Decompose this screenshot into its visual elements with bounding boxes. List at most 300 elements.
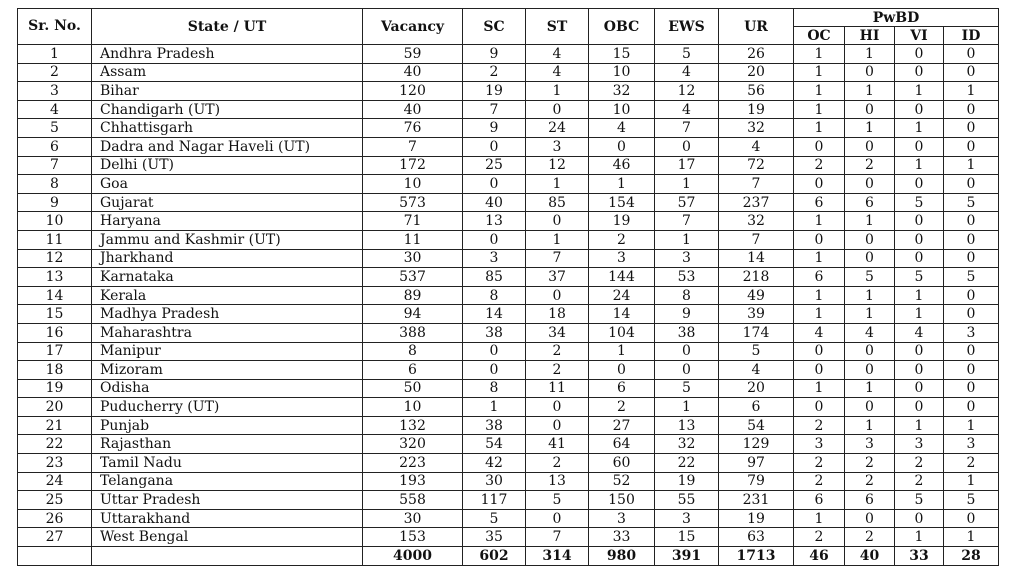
cell-ews: 19 <box>655 472 719 491</box>
cell-st: 13 <box>526 472 589 491</box>
cell-hi: 1 <box>845 305 895 324</box>
cell-id: 3 <box>944 435 999 454</box>
cell-hi: 1 <box>845 212 895 231</box>
cell-hi: 0 <box>845 100 895 119</box>
cell-sc: 2 <box>463 63 526 82</box>
table-row <box>18 175 999 194</box>
cell-st: 5 <box>526 491 589 510</box>
cell-hi: 6 <box>845 193 895 212</box>
cell-st: 1 <box>526 175 589 194</box>
cell-vi: 2 <box>895 472 944 491</box>
cell-state: Jammu and Kashmir (UT) <box>92 230 363 249</box>
cell-sr: 26 <box>18 509 92 528</box>
cell-oc: 1 <box>794 379 845 398</box>
cell-obc: 64 <box>589 435 655 454</box>
cell-id: 5 <box>944 193 999 212</box>
cell-vacancy: 50 <box>363 379 463 398</box>
cell-sr: 27 <box>18 528 92 547</box>
cell-state: Mizoram <box>92 361 363 380</box>
cell-vi: 2 <box>895 454 944 473</box>
header-pwbd: PwBD <box>794 9 999 27</box>
cell-st: 4 <box>526 45 589 64</box>
cell-id: 0 <box>944 249 999 268</box>
cell-sc: 38 <box>463 323 526 342</box>
cell-st: 11 <box>526 379 589 398</box>
cell-vacancy: 120 <box>363 82 463 101</box>
cell-oc: 0 <box>794 175 845 194</box>
cell-sc: 117 <box>463 491 526 510</box>
total-obc: 980 <box>589 547 655 566</box>
cell-state: Telangana <box>92 472 363 491</box>
cell-sr: 18 <box>18 361 92 380</box>
cell-oc: 2 <box>794 416 845 435</box>
cell-ews: 4 <box>655 100 719 119</box>
cell-ur: 39 <box>719 305 794 324</box>
cell-id: 1 <box>944 82 999 101</box>
cell-vi: 0 <box>895 230 944 249</box>
cell-ur: 54 <box>719 416 794 435</box>
cell-obc: 46 <box>589 156 655 175</box>
cell-state: Tamil Nadu <box>92 454 363 473</box>
cell-ews: 0 <box>655 137 719 156</box>
cell-st: 41 <box>526 435 589 454</box>
cell-st: 85 <box>526 193 589 212</box>
cell-ews: 12 <box>655 82 719 101</box>
table-row <box>18 286 999 305</box>
cell-ur: 26 <box>719 45 794 64</box>
total-row <box>18 547 999 566</box>
table-row <box>18 137 999 156</box>
cell-state: Jharkhand <box>92 249 363 268</box>
cell-oc: 0 <box>794 342 845 361</box>
table-row <box>18 491 999 510</box>
cell-oc: 0 <box>794 137 845 156</box>
cell-vacancy: 30 <box>363 509 463 528</box>
cell-ur: 6 <box>719 398 794 417</box>
cell-obc: 32 <box>589 82 655 101</box>
cell-ews: 9 <box>655 305 719 324</box>
cell-obc: 150 <box>589 491 655 510</box>
cell-st: 18 <box>526 305 589 324</box>
cell-sc: 85 <box>463 268 526 287</box>
table-row <box>18 268 999 287</box>
cell-vacancy: 71 <box>363 212 463 231</box>
cell-id: 0 <box>944 63 999 82</box>
cell-obc: 60 <box>589 454 655 473</box>
cell-sc: 9 <box>463 45 526 64</box>
cell-oc: 2 <box>794 472 845 491</box>
cell-sc: 8 <box>463 286 526 305</box>
total-sr-cell <box>18 547 92 566</box>
cell-vi: 5 <box>895 491 944 510</box>
cell-sr: 6 <box>18 137 92 156</box>
table-footer <box>18 547 999 566</box>
cell-oc: 6 <box>794 268 845 287</box>
header-vi: VI <box>895 27 944 45</box>
cell-oc: 1 <box>794 212 845 231</box>
cell-vacancy: 193 <box>363 472 463 491</box>
cell-ur: 218 <box>719 268 794 287</box>
cell-sr: 7 <box>18 156 92 175</box>
cell-id: 0 <box>944 137 999 156</box>
cell-sr: 21 <box>18 416 92 435</box>
cell-ur: 4 <box>719 361 794 380</box>
table-row <box>18 472 999 491</box>
cell-vacancy: 223 <box>363 454 463 473</box>
table-row <box>18 249 999 268</box>
cell-st: 0 <box>526 100 589 119</box>
cell-oc: 0 <box>794 361 845 380</box>
cell-st: 3 <box>526 137 589 156</box>
cell-sr: 13 <box>18 268 92 287</box>
table-row <box>18 63 999 82</box>
cell-state: Madhya Pradesh <box>92 305 363 324</box>
cell-id: 0 <box>944 361 999 380</box>
cell-sr: 9 <box>18 193 92 212</box>
cell-obc: 14 <box>589 305 655 324</box>
cell-oc: 1 <box>794 45 845 64</box>
cell-st: 12 <box>526 156 589 175</box>
cell-obc: 154 <box>589 193 655 212</box>
cell-hi: 6 <box>845 491 895 510</box>
cell-ur: 32 <box>719 212 794 231</box>
table-row <box>18 416 999 435</box>
cell-sr: 22 <box>18 435 92 454</box>
cell-id: 3 <box>944 323 999 342</box>
cell-obc: 3 <box>589 509 655 528</box>
cell-sc: 54 <box>463 435 526 454</box>
cell-state: Maharashtra <box>92 323 363 342</box>
cell-ur: 97 <box>719 454 794 473</box>
cell-vacancy: 94 <box>363 305 463 324</box>
cell-vacancy: 30 <box>363 249 463 268</box>
cell-vi: 0 <box>895 342 944 361</box>
cell-state: Odisha <box>92 379 363 398</box>
cell-ur: 32 <box>719 119 794 138</box>
table-row <box>18 212 999 231</box>
cell-obc: 1 <box>589 175 655 194</box>
total-id: 28 <box>944 547 999 566</box>
cell-st: 0 <box>526 416 589 435</box>
cell-sc: 38 <box>463 416 526 435</box>
total-ur: 1713 <box>719 547 794 566</box>
header-st: ST <box>526 9 589 45</box>
cell-hi: 0 <box>845 137 895 156</box>
cell-vacancy: 7 <box>363 137 463 156</box>
cell-ews: 8 <box>655 286 719 305</box>
cell-vi: 5 <box>895 193 944 212</box>
table-row <box>18 435 999 454</box>
cell-ews: 5 <box>655 45 719 64</box>
cell-ur: 79 <box>719 472 794 491</box>
cell-obc: 10 <box>589 63 655 82</box>
cell-ews: 0 <box>655 342 719 361</box>
header-id: ID <box>944 27 999 45</box>
table-body <box>18 45 999 547</box>
cell-oc: 1 <box>794 119 845 138</box>
total-ews: 391 <box>655 547 719 566</box>
table-row <box>18 119 999 138</box>
cell-id: 1 <box>944 472 999 491</box>
cell-oc: 1 <box>794 509 845 528</box>
header-state: State / UT <box>92 9 363 45</box>
cell-sc: 0 <box>463 175 526 194</box>
total-state-cell <box>92 547 363 566</box>
cell-obc: 104 <box>589 323 655 342</box>
cell-ews: 53 <box>655 268 719 287</box>
cell-ur: 20 <box>719 63 794 82</box>
cell-sr: 8 <box>18 175 92 194</box>
cell-hi: 2 <box>845 528 895 547</box>
cell-oc: 4 <box>794 323 845 342</box>
cell-hi: 1 <box>845 379 895 398</box>
cell-state: Chandigarh (UT) <box>92 100 363 119</box>
cell-ur: 4 <box>719 137 794 156</box>
cell-ur: 237 <box>719 193 794 212</box>
cell-id: 0 <box>944 379 999 398</box>
cell-st: 1 <box>526 82 589 101</box>
cell-vi: 1 <box>895 156 944 175</box>
cell-state: Punjab <box>92 416 363 435</box>
cell-id: 1 <box>944 416 999 435</box>
cell-vacancy: 10 <box>363 175 463 194</box>
cell-hi: 0 <box>845 342 895 361</box>
cell-sc: 0 <box>463 342 526 361</box>
cell-sc: 0 <box>463 137 526 156</box>
cell-vacancy: 573 <box>363 193 463 212</box>
cell-obc: 19 <box>589 212 655 231</box>
cell-vacancy: 558 <box>363 491 463 510</box>
cell-st: 0 <box>526 509 589 528</box>
cell-vi: 1 <box>895 119 944 138</box>
cell-ews: 17 <box>655 156 719 175</box>
cell-sr: 25 <box>18 491 92 510</box>
cell-id: 5 <box>944 491 999 510</box>
cell-st: 4 <box>526 63 589 82</box>
cell-state: Rajasthan <box>92 435 363 454</box>
cell-sr: 11 <box>18 230 92 249</box>
cell-sc: 42 <box>463 454 526 473</box>
header-ur: UR <box>719 9 794 45</box>
header-vacancy: Vacancy <box>363 9 463 45</box>
table-row <box>18 323 999 342</box>
cell-ur: 19 <box>719 100 794 119</box>
cell-hi: 4 <box>845 323 895 342</box>
cell-hi: 0 <box>845 230 895 249</box>
cell-id: 0 <box>944 342 999 361</box>
cell-oc: 1 <box>794 249 845 268</box>
cell-id: 0 <box>944 100 999 119</box>
cell-state: Manipur <box>92 342 363 361</box>
cell-sc: 19 <box>463 82 526 101</box>
cell-st: 2 <box>526 361 589 380</box>
cell-hi: 1 <box>845 119 895 138</box>
cell-st: 0 <box>526 398 589 417</box>
cell-obc: 3 <box>589 249 655 268</box>
table-row <box>18 361 999 380</box>
table-row <box>18 230 999 249</box>
cell-state: Bihar <box>92 82 363 101</box>
cell-vacancy: 388 <box>363 323 463 342</box>
table-row <box>18 454 999 473</box>
cell-vi: 0 <box>895 137 944 156</box>
table-row <box>18 82 999 101</box>
cell-state: West Bengal <box>92 528 363 547</box>
total-vacancy: 4000 <box>363 547 463 566</box>
cell-ews: 1 <box>655 230 719 249</box>
cell-id: 0 <box>944 509 999 528</box>
cell-obc: 6 <box>589 379 655 398</box>
cell-hi: 2 <box>845 472 895 491</box>
cell-state: Uttarakhand <box>92 509 363 528</box>
table-row <box>18 528 999 547</box>
cell-state: Kerala <box>92 286 363 305</box>
cell-ews: 3 <box>655 249 719 268</box>
cell-vi: 1 <box>895 305 944 324</box>
cell-state: Delhi (UT) <box>92 156 363 175</box>
cell-obc: 10 <box>589 100 655 119</box>
cell-ews: 1 <box>655 175 719 194</box>
cell-hi: 2 <box>845 454 895 473</box>
vacancy-table-container <box>17 8 998 566</box>
table-row <box>18 156 999 175</box>
cell-sr: 16 <box>18 323 92 342</box>
cell-oc: 0 <box>794 398 845 417</box>
cell-vacancy: 8 <box>363 342 463 361</box>
cell-ews: 38 <box>655 323 719 342</box>
cell-id: 0 <box>944 286 999 305</box>
cell-st: 0 <box>526 286 589 305</box>
cell-ur: 129 <box>719 435 794 454</box>
cell-oc: 1 <box>794 82 845 101</box>
cell-hi: 1 <box>845 416 895 435</box>
cell-ews: 15 <box>655 528 719 547</box>
header-sc: SC <box>463 9 526 45</box>
cell-id: 0 <box>944 175 999 194</box>
cell-vi: 0 <box>895 361 944 380</box>
cell-obc: 0 <box>589 137 655 156</box>
cell-state: Haryana <box>92 212 363 231</box>
cell-st: 7 <box>526 528 589 547</box>
cell-sr: 14 <box>18 286 92 305</box>
cell-sc: 1 <box>463 398 526 417</box>
table-row <box>18 100 999 119</box>
header-obc: OBC <box>589 9 655 45</box>
cell-sc: 0 <box>463 230 526 249</box>
cell-vacancy: 320 <box>363 435 463 454</box>
cell-id: 0 <box>944 305 999 324</box>
cell-sc: 14 <box>463 305 526 324</box>
header-oc: OC <box>794 27 845 45</box>
cell-hi: 2 <box>845 156 895 175</box>
cell-state: Goa <box>92 175 363 194</box>
cell-obc: 15 <box>589 45 655 64</box>
cell-state: Karnataka <box>92 268 363 287</box>
cell-hi: 0 <box>845 175 895 194</box>
cell-sc: 3 <box>463 249 526 268</box>
cell-vacancy: 59 <box>363 45 463 64</box>
cell-state: Andhra Pradesh <box>92 45 363 64</box>
cell-sr: 3 <box>18 82 92 101</box>
cell-vacancy: 40 <box>363 63 463 82</box>
cell-sr: 15 <box>18 305 92 324</box>
cell-sc: 9 <box>463 119 526 138</box>
cell-ur: 7 <box>719 230 794 249</box>
cell-sc: 13 <box>463 212 526 231</box>
cell-ur: 20 <box>719 379 794 398</box>
cell-st: 34 <box>526 323 589 342</box>
cell-st: 37 <box>526 268 589 287</box>
cell-sr: 10 <box>18 212 92 231</box>
cell-sr: 5 <box>18 119 92 138</box>
cell-oc: 1 <box>794 63 845 82</box>
cell-state: Gujarat <box>92 193 363 212</box>
cell-oc: 2 <box>794 156 845 175</box>
cell-obc: 1 <box>589 342 655 361</box>
cell-vacancy: 76 <box>363 119 463 138</box>
cell-vi: 0 <box>895 398 944 417</box>
cell-ews: 22 <box>655 454 719 473</box>
cell-ews: 7 <box>655 119 719 138</box>
cell-sc: 7 <box>463 100 526 119</box>
cell-ur: 49 <box>719 286 794 305</box>
cell-hi: 1 <box>845 82 895 101</box>
cell-vi: 5 <box>895 268 944 287</box>
cell-ur: 14 <box>719 249 794 268</box>
cell-sc: 40 <box>463 193 526 212</box>
cell-oc: 6 <box>794 193 845 212</box>
cell-vi: 0 <box>895 63 944 82</box>
cell-ews: 57 <box>655 193 719 212</box>
cell-state: Assam <box>92 63 363 82</box>
cell-sr: 20 <box>18 398 92 417</box>
cell-id: 5 <box>944 268 999 287</box>
cell-sr: 17 <box>18 342 92 361</box>
cell-vi: 0 <box>895 100 944 119</box>
cell-hi: 3 <box>845 435 895 454</box>
cell-hi: 0 <box>845 509 895 528</box>
cell-oc: 3 <box>794 435 845 454</box>
cell-sr: 23 <box>18 454 92 473</box>
cell-obc: 2 <box>589 230 655 249</box>
cell-st: 2 <box>526 342 589 361</box>
header-ews: EWS <box>655 9 719 45</box>
cell-ews: 13 <box>655 416 719 435</box>
header-sr-no <box>18 9 92 45</box>
cell-vi: 0 <box>895 212 944 231</box>
cell-oc: 0 <box>794 230 845 249</box>
table-row <box>18 342 999 361</box>
cell-hi: 0 <box>845 249 895 268</box>
cell-sr: 12 <box>18 249 92 268</box>
cell-sc: 25 <box>463 156 526 175</box>
cell-ews: 0 <box>655 361 719 380</box>
cell-vi: 3 <box>895 435 944 454</box>
cell-hi: 0 <box>845 361 895 380</box>
total-sc: 602 <box>463 547 526 566</box>
cell-st: 24 <box>526 119 589 138</box>
cell-ur: 174 <box>719 323 794 342</box>
cell-hi: 0 <box>845 63 895 82</box>
table-row <box>18 398 999 417</box>
cell-obc: 33 <box>589 528 655 547</box>
cell-obc: 52 <box>589 472 655 491</box>
cell-hi: 5 <box>845 268 895 287</box>
cell-vacancy: 89 <box>363 286 463 305</box>
cell-ews: 3 <box>655 509 719 528</box>
cell-hi: 0 <box>845 398 895 417</box>
cell-vi: 0 <box>895 509 944 528</box>
